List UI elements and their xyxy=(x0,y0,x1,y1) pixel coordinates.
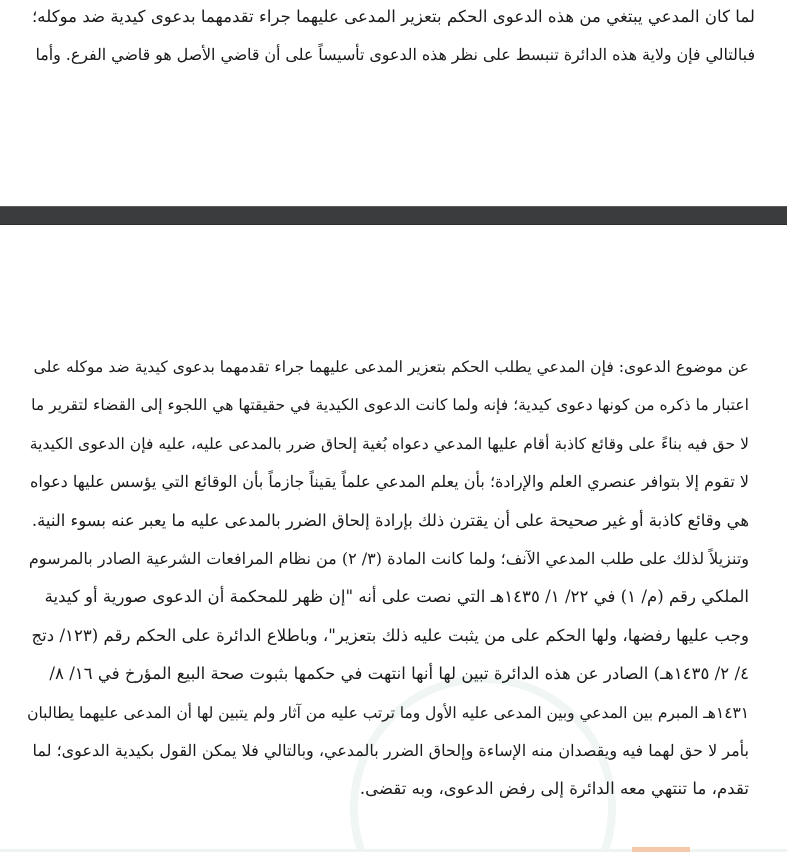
text-line: هي وقائع كاذبة أو غير صحيحة على أن يقترن ذلك بإرادة إلحاق الضرر بالمدعى عليه ما يعبر عنه بسوء النية. xyxy=(31,510,749,530)
text-line: لا حق فيه بناءً على وقائع كاذبة أقام عليها المدعي دعواه بُغية إلحاق ضرر بالمدعى عليه، عليه فإن الدعوى الكيدية xyxy=(29,434,749,453)
text-line: ١٤٣١هـ المبرم بين المدعي وبين المدعى عليه الأول وما ترتب عليه من آثار ولم يتبين لها أن المدعى عليهما يطالبان xyxy=(27,703,749,722)
page-separator xyxy=(0,206,787,225)
page-bottom-text xyxy=(27,348,749,809)
text-line: لا تقوم إلا بتوافر عنصري العلم والإرادة؛ بأن يعلم المدعي علماً يقيناً جازماً بأن الوقائع التي يؤسس عليها دعواه xyxy=(30,472,749,492)
text-line: الملكي رقم (م/ ١) في ٢٢/ ١/ ١٤٣٥هـ التي نصت على أنه "إن ظهر للمحكمة أن الدعوى صورية أو كيدية xyxy=(44,587,749,607)
text-line: وجب عليها رفضها، ولها الحكم على من يثبت عليه ذلك بتعزير"، وباطلاع الدائرة على الحكم رقم (١٢٣/ دتج xyxy=(31,625,749,645)
text-line: فبالتالي فإن ولاية هذه الدائرة تنبسط على نظر هذه الدعوى تأسيساً على أن قاضي الأصل هو قاضي الفرع. وأما xyxy=(35,45,755,65)
text-line: لما كان المدعي يبتغي من هذه الدعوى الحكم بتعزير المدعى عليهما جراء تقدمهما بدعوى كيدية ضد موكله؛ xyxy=(32,7,755,26)
footer-accent xyxy=(632,847,690,852)
page-top-text xyxy=(27,0,755,75)
text-line: وتنزيلاً لذلك على طلب المدعي الآنف؛ ولما كانت المادة (٣/ ٢) من نظام المرافعات الشرعية الصادر بالمرسوم xyxy=(28,549,749,569)
document-page-bottom xyxy=(0,225,787,852)
document-page-top xyxy=(0,0,787,206)
text-line: اعتبار ما ذكره من كونها دعوى كيدية؛ فإنه ولما كانت الدعوى الكيدية في حقيقتها هي اللجوء إلى القضاء لتقرير ما xyxy=(31,396,749,415)
text-line: عن موضوع الدعوى: فإن المدعي يطلب الحكم بتعزير المدعى عليهما جراء تقدمهما بدعوى كيدية ضد موكله على xyxy=(33,358,749,376)
text-line: بأمر لا حق لهما فيه ويقصدان منه الإساءة وإلحاق الضرر بالمدعي، وبالتالي فلا يمكن القول بكيدية الدعوى؛ لما xyxy=(32,741,749,761)
text-line: ٤/ ٢/ ١٤٣٥هـ) الصادر عن هذه الدائرة تبين لها أنها انتهت في حكمها بثبوت صحة البيع المؤرخ في ١٦/ ٨/ xyxy=(49,664,749,684)
text-line: تقدم، ما تنتهي معه الدائرة إلى رفض الدعوى، وبه تقضى. xyxy=(359,779,749,799)
